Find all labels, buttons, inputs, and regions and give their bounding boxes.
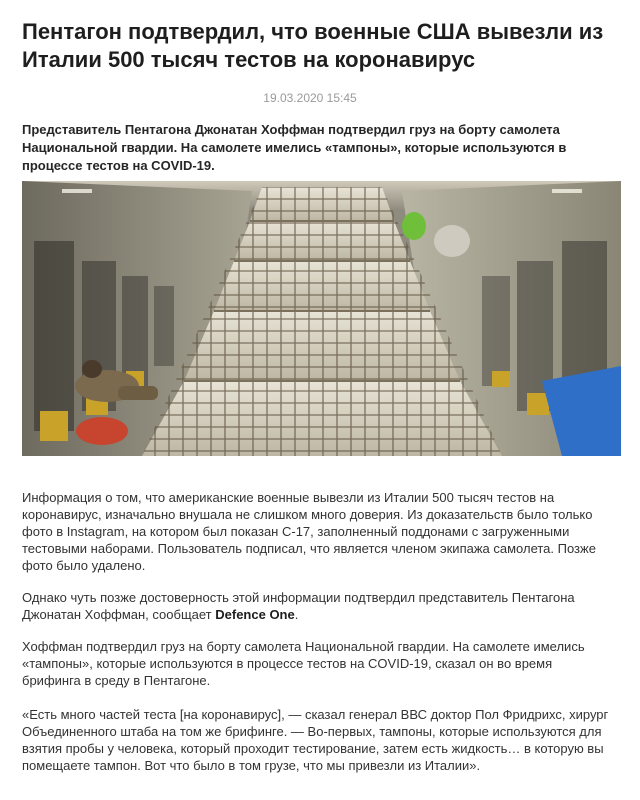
article-title: Пентагон подтвердил, что военные США вывезли из Италии 500 тысяч тестов на коронавирус <box>22 19 604 72</box>
article-paragraph-quote: «Есть много частей теста [на коронавирус], — сказал генерал ВВС доктор Пол Фридрихс, хирург Объединенного штаба на том же брифинге. — Во-первых, тампоны, которые используются для взятия пробы у человека, который проходит тестирование, затем есть жидкость… в которую вы помещаете тампон. Вот что было в том грузе, что мы привезли из Италии». <box>22 707 609 773</box>
source-link[interactable]: Defence One <box>215 607 295 622</box>
paragraph-end: . <box>294 607 299 622</box>
publish-date: 19.03.2020 15:45 <box>263 91 357 105</box>
paragraph-text: Однако чуть позже достоверность этой информации подтвердил представитель Пентагона Джонатан Хоффман, сообщает <box>22 590 575 622</box>
article-paragraph: Информация о том, что американские военные вывезли из Италии 500 тысяч тестов на коронавирус, изначально внушала не слишком много доверия. Из доказательств было только фото в Instagram, на котором был показан C-17, заполненный поддонами с загруженными тестовыми наборами. Пользователь подписал, что является членом экипажа самолета. Позже фото было удалено. <box>22 490 596 573</box>
article-paragraph: Хоффман подтвердил груз на борту самолета Национальной гвардии. На самолете имелись «тампоны», которые используются в процессе тестов на COVID-19, сказал он во время брифинга в среду в Пентагоне. <box>22 639 585 688</box>
article-paragraph <box>22 589 614 623</box>
article-lead: Представитель Пентагона Джонатан Хоффман подтвердил груз на борту самолета Национальной гвардии. На самолете имелись «тампоны», которые используются в процессе тестов на COVID-19. <box>22 122 567 173</box>
cargo-plane-interior-photo <box>22 181 621 456</box>
